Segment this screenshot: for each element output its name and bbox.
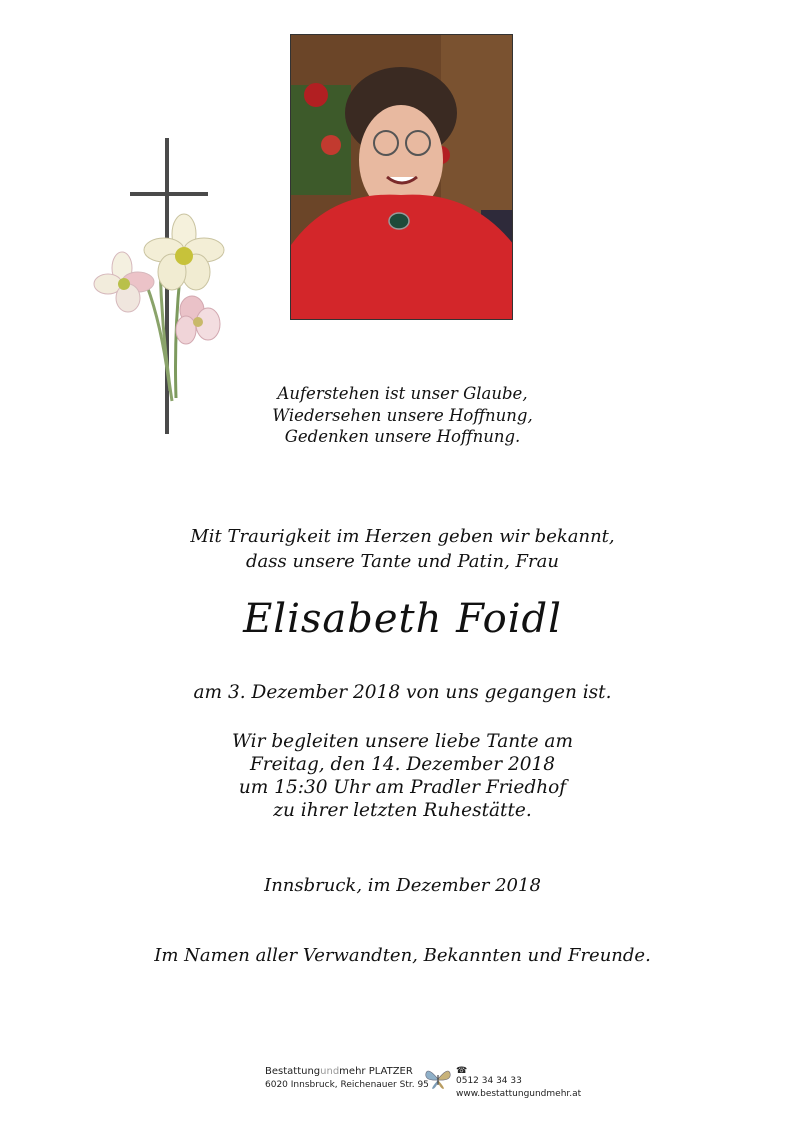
place-date: Innsbruck, im Dezember 2018 bbox=[264, 875, 541, 896]
closing-line: Im Namen aller Verwandten, Bekannten und Freunde. bbox=[154, 945, 651, 966]
company-name: Bestattungundmehr PLATZER bbox=[265, 1066, 413, 1077]
motto-line: Wiedersehen unsere Hoffnung, bbox=[272, 405, 533, 425]
website-link[interactable]: www.bestattungundmehr.at bbox=[456, 1089, 582, 1099]
footer-contact bbox=[456, 1066, 581, 1099]
funeral-line: Freitag, den 14. Dezember 2018 bbox=[249, 754, 556, 775]
portrait-photo bbox=[290, 34, 513, 320]
motto-line: Gedenken unsere Hoffnung. bbox=[284, 427, 521, 446]
motto-line: Auferstehen ist unser Glaube, bbox=[277, 384, 528, 403]
deceased-name: Elisabeth Foidl bbox=[243, 596, 562, 642]
motto-verse bbox=[0, 383, 805, 448]
announcement-line: dass unsere Tante und Patin, Frau bbox=[246, 551, 559, 572]
phone-icon: ☎ bbox=[456, 1066, 468, 1076]
funeral-line: um 15:30 Uhr am Pradler Friedhof bbox=[238, 777, 567, 798]
footer-company bbox=[265, 1066, 429, 1090]
footer bbox=[0, 1066, 805, 1102]
funeral-line: zu ihrer letzten Ruhestätte. bbox=[273, 800, 532, 821]
funeral-line: Wir begleiten unsere liebe Tante am bbox=[231, 731, 573, 752]
passed-line: am 3. Dezember 2018 von uns gegangen ist. bbox=[193, 682, 612, 703]
funeral-details bbox=[0, 730, 805, 822]
announcement-line: Mit Traurigkeit im Herzen geben wir bekannt, bbox=[190, 526, 615, 547]
butterfly-logo-icon bbox=[424, 1067, 452, 1091]
announcement bbox=[0, 524, 805, 574]
phone-number: ☎ 0512 34 34 33 bbox=[456, 1066, 581, 1086]
company-address: 6020 Innsbruck, Reichenauer Str. 95 bbox=[265, 1080, 429, 1090]
